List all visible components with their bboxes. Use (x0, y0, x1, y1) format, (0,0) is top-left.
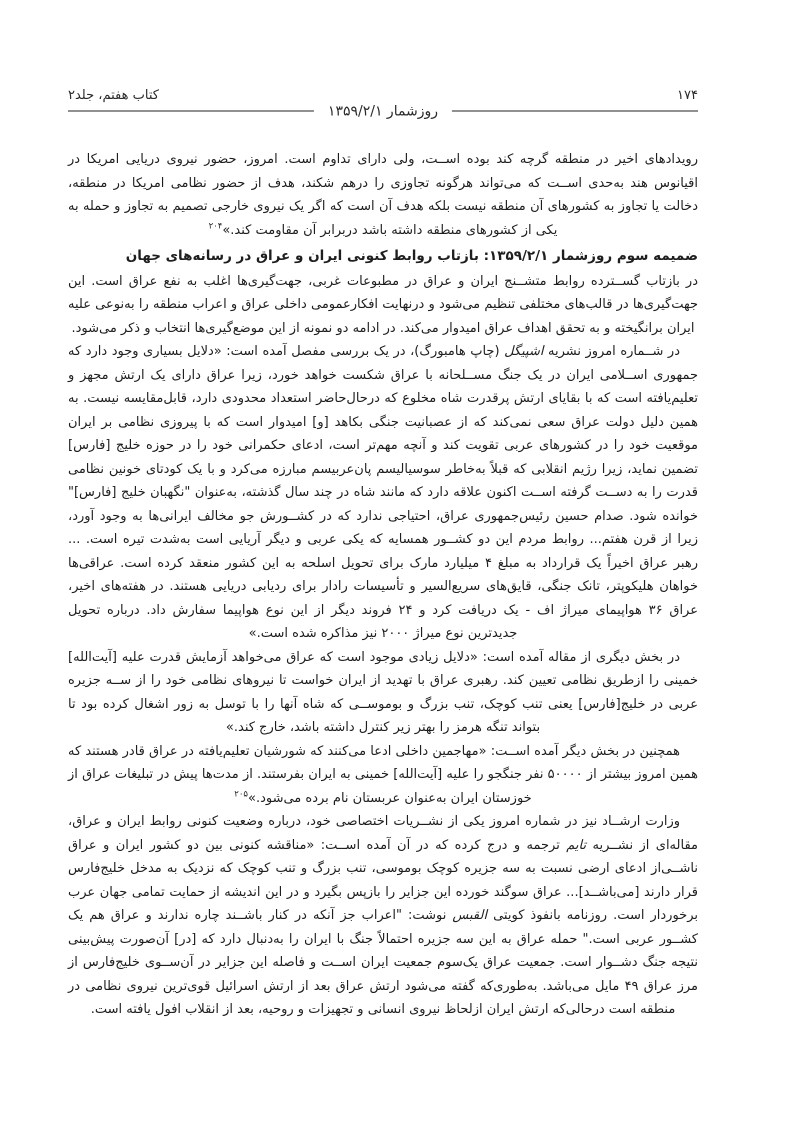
body-paragraph (68, 740, 698, 811)
header-book-title: کتاب هفتم، جلد۲ (68, 88, 159, 103)
publication-name: اشپیگل (504, 344, 544, 359)
page-number: ۱۷۴ (677, 88, 698, 103)
publication-name: تایم (566, 837, 587, 853)
text-segment: در شــماره امروز نشریه (543, 344, 680, 359)
text-segment: ترجمه و درج کرده که در آن آمده اســت: «مناقشه کنونی بین دو کشور ایران و عراق ناشــی‌از ادعای ارضی نسبت به سه جزیره کوچک بوموسی، تنب بزرگ و تنب کوچک که نزدیک به مدخل خلیج‌فارس قرار دارند [می‌باشــد]... عراق سوگند خورده این جزایر را بازپس بگیرد و در این اندیشه از حمایت تمامی جهان عرب برخوردار است. روزنامه بانفوذ کویتی (68, 837, 698, 923)
body-paragraph (68, 270, 698, 341)
text-segment: رویدادهای اخیر در منطقه گرچه کند بوده اســت، ولی دارای تداوم است. امروز، حضور نیروی دریایی امریکا در اقیانوس هند به‌حدی اســت که می‌تواند هرگونه تجاوزی را درهم شکند، هدف از حضور نظامی امریکا در منطقه، دخالت یا تجاوز به کشورهای آن منطقه نیست بلکه هدف آن است که اگر یک نیروی خارجی تصمیم به تجاوز و حمله به یکی از کشورهای منطقه داشته باشد دربرابر آن مقاومت کند.» (68, 152, 698, 238)
body-text (68, 148, 698, 1022)
body-paragraph (68, 810, 698, 1022)
text-segment: در بخش دیگری از مقاله آمده است: «دلایل زیادی موجود است که عراق می‌خواهد آزمایش قدرت علیه [آیت‌الله] خمینی را ازطریق نظامی تعیین کند. رهبری عراق با تهدید از ایران خواست تا نیروهای نظامی خود را از ســه جزیره عربی در خلیج[فارس] یعنی تنب کوچک، تنب بزرگ و بوموســی که شاه آنها را با توسل به زور اشغال کرده بود تا بتواند تنگه هرمز را بهتر زیر کنترل داشته باشد، خارج کند.» (68, 649, 698, 735)
footnote-reference: ۲۰۴ (208, 221, 223, 232)
footnote-reference: ۲۰۵ (234, 789, 248, 800)
text-segment: ضمیمه سوم روزشمار ۱۳۵۹/۲/۱: بازتاب روابط کنونی ایران و عراق در رسانه‌های جهان (125, 248, 698, 264)
running-header (68, 88, 698, 120)
appendix-heading (68, 245, 698, 269)
body-paragraph (68, 646, 698, 740)
text-segment: نوشت: "اعراب جز آنکه در کنار باشــند چاره ندارند و عراق هم یک کشــور عربی است." حمله عراق به این سه جزیره احتمالاً جنگ با ایران را به‌دنبال دارد که [در] آن‌صورت پیش‌بینی نتیجه جنگ دشــوار است. جمعیت عراق یک‌سوم جمعیت ایران اســت و فاصله این جزایر در آن‌ســوی خلیج‌فارس از مرز عراق ۴۹ مایل می‌باشد. به‌طوری‌که گفته می‌شود ارتش عراق بعد از ارتش اسرائیل قوی‌ترین نیروی نظامی در منطقه است درحالی‌که ارتش ایران ازلحاظ نیروی انسانی و تجهیزات و روحیه، بعد از انقلاب افول یافته است. (68, 908, 698, 1017)
page-content (68, 88, 698, 1022)
text-segment: (چاپ هامبورگ)، در یک بررسی مفصل آمده است: «دلایل بسیاری وجود دارد که جمهوری اســلامی ایران در یک جنگ مســلحانه با عراق شکست خواهد خورد، زیرا عراق دارای یک ارتش مجهز و تعلیم‌یافته است که با بقایای ارتش پرقدرت شاه مخلوع که درحال‌حاضر استعداد محدودی دارد، قابل‌مقایسه نیست. به همین دلیل دولت عراق سعی نمی‌کند که از عصبانیت جنگی بکاهد [و] امیدوار است که با پیروزی نظامی بر ایران موقعیت خود را در کشورهای عربی تقویت کند و آنچه مهم‌تر است، ادعای حکمرانی خود را در حوزه خلیج [فارس] تضمین نماید، زیرا رژیم انقلابی که قبلاً به‌خاطر سوسیالیسم پان‌عربیسم مبارزه می‌کرد و با یک کودتای خونین نظامی قدرت را به دســت گرفته اســت اکنون علاقه دارد که مانند شاه در چند سال گذشته، به‌عنوان "نگهبان خلیج [فارس]" خوانده شود. صدام حسین رئیس‌جمهوری عراق، احتیاجی ندارد که در کشــورش جو مخالف ایرانی‌ها به وجود آورد، زیرا از قرن هفتم... روابط مردم این دو کشــور همسایه که یکی عربی و دیگر آریایی است به‌شدت تیره است. ... رهبر عراق اخیراً یک قرارداد به مبلغ ۴ میلیارد مارک برای تحویل اسلحه به این کشور منعقد کرده است. عراقی‌ها خواهان هلیکوپتر، تانک جنگی، قایق‌های سریع‌السیر و تأسیسات رادار برای ردیابی دریایی هستند. در هفته‌های اخیر، عراق ۳۶ هواپیمای میراژ اف - یک دریافت کرد و ۲۴ فروند دیگر از این نوع هواپیما سفارش داد. درباره تحویل جدیدترین نوع میراژ ۲۰۰۰ نیز مذاکره شده است.» (68, 344, 698, 641)
text-segment: همچنین در بخش دیگر آمده اســت: «مهاجمین داخلی ادعا می‌کنند که شورشیان تعلیم‌یافته در عراق قادر هستند که همین امروز بیشتر از ۵۰۰۰۰ نفر جنگجو را علیه [آیت‌الله] خمینی به ایران بفرستند. از مدت‌ها پیش در تبلیغات عراق از خوزستان ایران به‌عنوان عربستان نام برده می‌شود.» (68, 743, 698, 806)
header-chronology-date: روزشمار ۱۳۵۹/۲/۱ (314, 103, 452, 119)
publication-name: القبس (452, 908, 488, 923)
text-segment: وزارت ارشــاد نیز در شماره امروز یکی از نشــریات اختصاصی خود، درباره وضعیت کنونی روابط ایران و عراق، مقاله‌ای از نشــریه (68, 814, 698, 853)
body-paragraph (68, 148, 698, 242)
body-paragraph (68, 340, 698, 646)
text-segment: در بازتاب گســترده روابط متشــنج ایران و عراق در مطبوعات غربی، جهت‌گیری‌ها اغلب به نفع عراق است. این جهت‌گیری‌ها در قالب‌های مختلفی تنظیم می‌شود و درنهایت افکارعمومی داخلی عراق و اعراب منطقه را به‌نوعی علیه ایران برانگیخته و به تحقق اهداف عراق امیدوار می‌کند. در ادامه دو نمونه از این موضع‌گیری‌ها انتخاب و ذکر می‌شود. (68, 273, 698, 336)
